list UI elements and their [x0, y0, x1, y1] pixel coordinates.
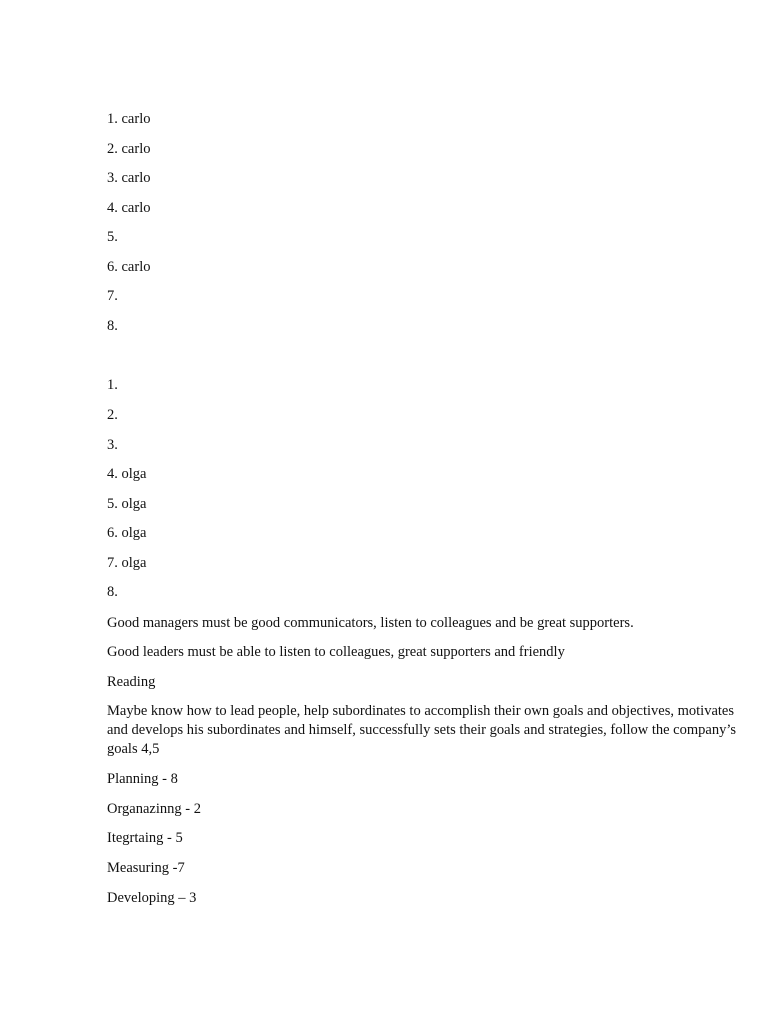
- rating-integrating: Itegrtaing - 5: [107, 830, 183, 846]
- list-item: 7.: [107, 288, 118, 304]
- leaders-statement: Good leaders must be able to listen to colleagues, great supporters and friendly: [107, 644, 565, 660]
- list-item: 7. olga: [107, 555, 147, 571]
- rating-developing: Developing – 3: [107, 890, 197, 906]
- list-item: 5.: [107, 229, 118, 245]
- reading-heading: Reading: [107, 674, 156, 690]
- list-item: 5. olga: [107, 496, 147, 512]
- list-item: 4. olga: [107, 466, 147, 482]
- rating-organizing: Organazinng - 2: [107, 801, 201, 817]
- list-item: 2. carlo: [107, 141, 151, 157]
- list-item: 8.: [107, 584, 118, 600]
- list-item: 6. carlo: [107, 259, 151, 275]
- list-item: 3. carlo: [107, 170, 151, 186]
- rating-planning: Planning - 8: [107, 771, 178, 787]
- list-item: 8.: [107, 318, 118, 334]
- list-item: 1. carlo: [107, 111, 151, 127]
- list-item: 2.: [107, 407, 118, 423]
- list-item: 6. olga: [107, 525, 147, 541]
- list-item: 4. carlo: [107, 200, 151, 216]
- managers-statement: Good managers must be good communicators, listen to colleagues and be great supporters.: [107, 615, 634, 631]
- list-item: 3.: [107, 437, 118, 453]
- reading-paragraph: Maybe know how to lead people, help subordinates to accomplish their own goals and objectives, motivates and develops his subordinates and himself, successfully sets their goals and strategies, follow the company’s goals 4,5: [107, 703, 737, 757]
- list-item: 1.: [107, 377, 118, 393]
- rating-measuring: Measuring -7: [107, 860, 185, 876]
